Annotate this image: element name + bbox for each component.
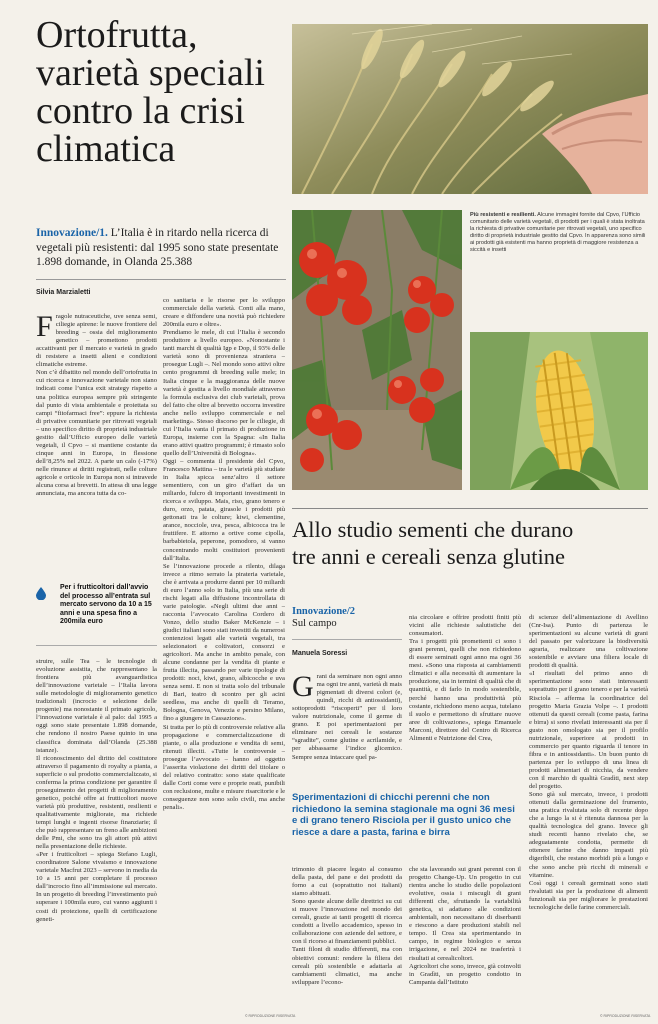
divider <box>36 645 157 646</box>
drop-icon <box>36 587 46 600</box>
article2-colC: di scienze dell’alimentazione di Avellino (Cnr-Isa). Punto di partenza le sperimentazioni su alcune varietà di grani del passato per valorizzare la biodiversità agraria, realizzare una coltivazione sostenibile e avviare una filiera locale di prodotti di qualità. «I risultati del primo anno di sperimentazione sono stati interessanti soprattutto per il grano tenero e per la varietà Risciola – afferma la coordinatrice del progetto Maria Grazia Volpe –. I prodotti ottenuti da questi cereali (come pasta, farina e birra) si sono rivelati interessanti sia per il gusto non omologato sia per il profilo nutrizionale, superiore ai prodotti in commercio per quanto riguarda il tenore in fibra e in antiossidanti». Un buon punto di partenza per lo sviluppo di una linea di prodotti alimentari di nicchia, da vendere con il marchio di qualità Gradìti, next step del progetto. Sono già sul mercato, invece, i prodotti ottenuti dalla germinazione del frumento, una pratica rivalutata solo di recente dopo che a lungo la si è ritenuta dannosa per la qualità tecnologica del grano. Invece gli studi recenti hanno rivelato che, se adeguatamente condotta, permette di ottenere farine che danno impasti più digeribili, che restano morbidi più a lungo e che sono anche più ricchi di minerali e vitamine. Così oggi i cereali germinati sono stati rivalutati sia per la produzione di alimenti funzionali sia per migliorare le prestazioni tecnologiche delle farine commerciali. <box>529 614 648 911</box>
tomato-photo <box>292 210 462 490</box>
article1-col1-top: Fragole nutraceutiche, uve senza semi, ciliegie apirene: le nuove frontiere del breeding – ossia del miglioramento genetico – promettono prodotti accattivanti per il mercato e varietà in grado di resistere a insetti alieni e condizioni climatiche estreme. Non c’è dibattito nel mondo dell’ortofrutta in cui ricerca e innovazione varietale non siano indicati come l’unica exit strategy rispetto a una politica europea sempre più stringente dal punto di vista ambientale e proiettata su campi “fitofarmaci free”: eppure la richiesta di privative comunitarie per ritrovati vegetali – uno specifico diritto di proprietà industriale gestito dall’Ufficio europeo delle varietà vegetali, il Cpvo – si mantiene costante da cinque anni in Europa, in flessione dell’8,25% nel 2022. A parte un calo (-17%) nelle rinunce ai diritti registrati, nelle colture agricole e orticole in Europa non si intravede alcuna corsa ai brevetti. In attesa di una legge annunciata, ma ancora tutta da co- <box>36 310 157 498</box>
article2-highlight: Sperimentazioni di chicchi perenni che non richiedono la semina stagionale ma ogni 36 mesi e di grano tenero Risciola per il gusto unico che riesce a dare a pasta, farina e birra <box>292 792 515 838</box>
article2-colA-top: Grani da seminare non ogni anno ma ogni tre anni, varietà di mais pigmentati di diversi colori (e, quindi, ricchi di antiossidanti), sottoprodotti “riscoperti” per il loro valore nutrizionale, come il germe di grano. E poi sperimentazioni per eliminare nei cereali le sostanze “sgradite”, come glutine e acrilamide, e per abbassarne l’indice glicemico. Sempre senza intaccare quel pa- <box>292 670 402 761</box>
article1-author: Silvia Marzialetti <box>36 289 91 296</box>
copyright-note: © RIPRODUZIONE RISERVATA <box>245 1014 296 1018</box>
article1-highlight: Per i frutticoltori dall’avvio del processo all’entrata sul mercato servono da 10 a 15 anni e una spesa fino a 200mila euro <box>36 584 157 640</box>
article2-colB-top: nia circolare e offrire prodotti finiti più vicini alle richieste salutistiche dei consumatori. Tra i progetti più promettenti ci sono i grani perenni, quelli che non richiedono di essere seminati ogni anno ma ogni 36 mesi. «Sono una risposta ai cambiamenti climatici e alla necessità di aumentare la produzione, sia in termini di qualità che di quantità, e di farlo in modo sostenibile, perché hanno una produttività più costante, richiedono meno acqua, tutelano il suolo e permettono di sfruttare nuove aree di coltivazione», spiega Emanuele Marconi, direttore del Centro di Ricerca Alimenti e Nutrizione del Crea, <box>409 614 521 742</box>
article2-headline: Allo studio sementi che durano tre anni e cereali senza glutine <box>292 517 574 569</box>
article1-col1-bottom: struire, sulle Tea – le tecnologie di evoluzione assistita, che rappresentano la frontiera più avanguardistica dell’innovazione varietale – l’Italia lavora sulle metodologie di miglioramento genetico tradizionali (incrocio e selezione delle progenie) ma nonostante il primato agricolo, l’innovazione varietale è al palo: dal 1995 a oggi sono state presentate 1.898 domande, che rendono il nostro Paese quinto in una classifica dominata dall’Olanda (25.388 istanze). Il riconoscimento del diritto del costitutore attraverso il pagamento di royalty a pianta, a superficie o sul prodotto commercializzato, si conferma la prima condizione per garantire il proseguimento dei progetti di miglioramento genetico, poiché offre ai frutticoltori nuove varietà più produttive, resistenti, resilienti e qualitativamente migliorate, ma richiede tempi lunghi e ingenti risorse finanziarie; il che può rappresentare un freno alle ambizioni delle Pmi, che sono tra gli attori più attivi nella presentazione delle richieste. «Per i frutticoltori – spiega Stefano Lugli, coordinatore Salone vivaismo e innovazione varietale Macfrut 2023 – servono in media da 10 a 15 anni per completare il processo dall’incrocio fino all’immissione sul mercato. In un progetto di breeding l’investimento può superare i 100mila euro, cui vanno aggiunti i costi di protezione, quelli di certificazione geneti- <box>36 658 157 923</box>
article2-colA-bottom: trimonio di piacere legato al consumo della pasta, del pane e dei prodotti da forno a cui (soprattutto noi italiani) siamo abituati. Sono queste alcune delle direttrici su cui si muove l’innovazione nel mondo dei cereali, grazie ai tanti progetti di ricerca condotti a livello accademico, spesso in collaborazione con aziende del settore, e con il ricorso ai finanziamenti pubblici. Tanti filoni di studio differenti, ma con obiettivi comuni: rendere la filiera dei cereali più sostenibile e adattarla ai cambiamenti climatici, ma anche sviluppare l’econo- <box>292 866 402 986</box>
caption-title: Più resistenti e resilienti. <box>470 212 536 218</box>
article2-kicker: Innovazione/2 Sul campo <box>292 606 356 629</box>
photo-caption: Più resistenti e resilienti. Alcune immagini fornite dal Cpvo, l’Ufficio comunitario delle varietà vegetali, di prodotti per i quali è stata inoltrata la richiesta di privative comunitarie per ritrovati vegetali, uno specifico diritto di proprietà industriale gestito dal Cpvo. In apparenza sono simili ai prodotti già esistenti ma hanno proprietà di maggiore resistenza a siccità e insetti <box>470 212 646 254</box>
article1-kicker: Innovazione/1. <box>36 227 108 239</box>
divider <box>292 639 402 640</box>
article2-dropcap: G <box>292 670 314 704</box>
article1-headline: Ortofrutta, varietà speciali contro la crisi climatica <box>36 14 265 170</box>
wheat-photo <box>292 24 648 194</box>
article1-subhead: Innovazione/1. L’Italia è in ritardo nella ricerca di vegetali più resistenti: dal 1995 sono state presentate 1.898 domande, in Olanda 25.388 <box>36 227 279 268</box>
divider <box>292 508 648 509</box>
copyright-note: © RIPRODUZIONE RISERVATA <box>600 1014 651 1018</box>
article2-colB-bottom: che sta lavorando sui grani perenni con il progetto Change-Up. Un progetto in cui rientra anche lo studio delle popolazioni evolutive, ossia i miscugli di grani differenti che, sfruttando la variabilità genetica, si adattano alle condizioni ambientali, non necessitano di diserbanti e riescono a dare produzioni stabili nel tempo. Il Crea sta sperimentando in campo, in regime biologico e senza irrigazione, e nel 2024 ne trasferirà i risultati ai cerealicoltori. Agricoltori che sono, invece, già coinvolti in Gradìti, un progetto condotto in Campania dall’Istituto <box>409 866 521 986</box>
article1-dropcap: F <box>36 310 53 344</box>
article2-author: Manuela Soressi <box>292 650 348 657</box>
article1-col2: co sanitaria e le risorse per lo sviluppo commerciale della varietà. Conti alla mano, creare e diffondere una novità può richiedere 200mila euro e oltre». Prendiamo le mele, di cui l’Italia è secondo produttore a livello europeo. «Nonostante i tanti marchi di qualità Igp e Dop, il 93% delle varietà sono di provenienza straniera – prosegue Lugli –. Nel mondo sono attivi oltre cento programmi di breeding sulle mele; in Italia cinque e la maggioranza delle nuove varietà è gestita a livello mondiale attraverso la formula esclusiva dei club varietali, prova del fatto che oltre al brevetto occorra investire anche nello sviluppo commerciale e nel marketing». Stesso discorso per le ciliegie, di cui l’Italia vanta il primato di produzione in Europa, insieme con la Spagna: «In Italia erano attivi quattro programmi; è rimasto solo quello dell’Università di Bologna». Oggi – commenta il presidente del Cpvo, Francesco Mattina – tra le varietà più studiate in Italia spicca senz’altro il settore sementiero, con un giro d’affari da un miliardo, fulcro di importanti investimenti in ricerca e sviluppo. Mais, riso, grano tenero e duro, orzo, patata, girasole i prodotti più gettonati tra le colture; kiwi, clementine, arance, nocciole, uva, pesca, albicocca tra le fruttifere. E attorno a ortive come cipolla, barbabietola, peperone, pomodoro, si vanno concentrando molti costitutori provenienti dall’Italia. Se l’innovazione procede a rilento, dilaga invece a ritmo serrato la pirateria varietale, che è arrivata a produrre danni per 10 miliardi di euro l’anno solo in Italia, più una serie di rischi legati alla diffusione incontrollata di varie patologie. «Negli ultimi due anni – racconta l’avvocato Carolina Cordero di Vonzo, dello studio Baker McKenzie – i giudici italiani sono stati investiti da numerosi contenziosi legati alle varietà vegetali, tra selezionatori e coltivatori, consorzi e agricoltori. Ma anche in ambito penale, con alcune condanne per la vendita di piante e frutta illecita, passando per varie tipologie di prodotti: noci, kiwi, grano, albicocche e uva senza semi. E non si tratta solo del tribunale di Bari, teatro di scontro per gli acini seedless, ma anche di quelli di Teramo, Bologna, Genova, Venezia e persino Milano, fino a giungere in Cassazione». Si tratta per lo più di controversie relative alla propagazione e commercializzazione di piante, o alla produzione e vendita di semi, ritenuti illeciti. «Tutte le controversie – prosegue l’avvocato – hanno ad oggetto l’asserita violazione dei diritti del titolare o del relativo contratto: sono state qualificate dalle Corti come vere e proprie reati, punibili con reclusione, multe e misure risarcitorie e le conseguenze non sono solo civili, ma anche penali». <box>163 297 285 811</box>
divider <box>36 279 286 280</box>
corn-photo <box>470 332 648 490</box>
